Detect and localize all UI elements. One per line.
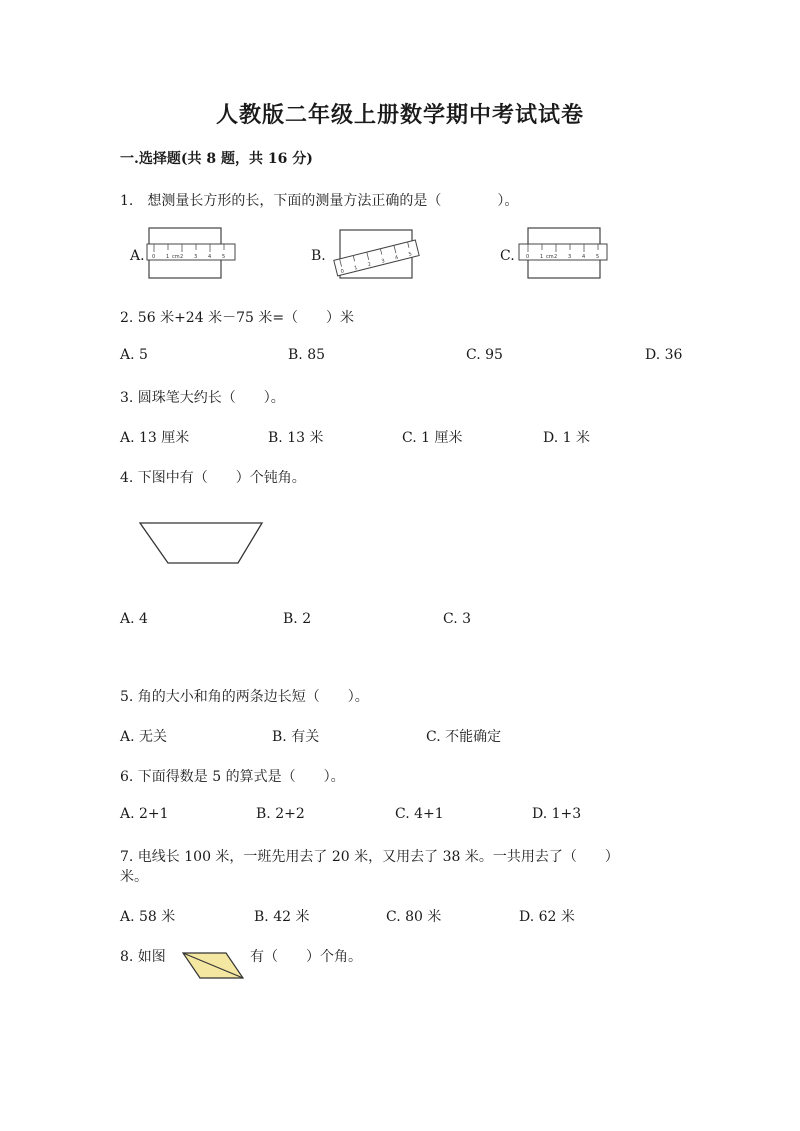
q1-option-b-label: B. (311, 248, 326, 264)
q6-option-d: D. 1+3 (532, 806, 582, 822)
ruler-tick-label: 3 (380, 258, 386, 265)
page-title: 人教版二年级上册数学期中考试试卷 (215, 102, 584, 128)
ruler-tick-label: 1 (353, 264, 359, 272)
ruler-unit-label: cm (546, 254, 554, 260)
question-8-suffix: 有（ ）个角。 (250, 949, 362, 965)
ruler-tick-label: 4 (582, 254, 586, 260)
q1-option-b-figure (330, 222, 426, 282)
trapezoid-shape (140, 523, 262, 563)
ruler-tick-label: 2 (180, 254, 184, 260)
question-2: 2. 56 米+24 米－75 米=（ ）米 (120, 310, 355, 326)
question-3: 3. 圆珠笔大约长（ ）。 (120, 390, 285, 406)
ruler-unit-label: cm (172, 254, 180, 260)
q6-option-a: A. 2+1 (120, 806, 169, 822)
q7-option-a: A. 58 米 (120, 909, 176, 925)
q3-option-b: B. 13 米 (268, 430, 324, 446)
q4-option-c: C. 3 (443, 611, 472, 627)
q4-option-a: A. 4 (120, 611, 148, 627)
q1-option-c-figure (518, 224, 610, 282)
question-7-line-2: 米。 (120, 869, 148, 885)
section-heading: 一.选择题(共 8 题，共 16 分) (120, 151, 313, 167)
ruler-tick-label: 1 (166, 254, 170, 260)
ruler-tick-label: 5 (408, 251, 413, 258)
question-1: 1. 想测量长方形的长，下面的测量方法正确的是（ ）。 (120, 193, 519, 209)
ruler-tick-label: 0 (152, 254, 156, 260)
parallelogram-figure (180, 950, 246, 982)
q1-option-a-figure (146, 224, 238, 282)
ruler-tick-label: 1 (540, 254, 544, 260)
q2-option-a: A. 5 (120, 347, 148, 363)
q1-option-c-label: C. (500, 248, 515, 264)
question-8-prefix: 8. 如图 (120, 949, 166, 965)
question-4: 4. 下图中有（ ）个钝角。 (120, 470, 306, 486)
trapezoid-figure (138, 520, 266, 566)
q2-option-b: B. 85 (288, 347, 326, 363)
ruler-shape (334, 240, 419, 276)
q5-option-b: B. 有关 (272, 729, 320, 745)
q7-option-c: C. 80 米 (386, 909, 442, 925)
ruler-tick-label: 3 (568, 254, 572, 260)
ruler-tick-label: 5 (222, 254, 226, 260)
question-7-line-1: 7. 电线长 100 米，一班先用去了 20 米，又用去了 38 米。一共用去了（ ） (120, 849, 619, 865)
ruler-tick-label: 4 (208, 254, 212, 260)
q6-option-b: B. 2+2 (256, 806, 305, 822)
q2-option-c: C. 95 (466, 347, 503, 363)
ruler-tick-label: 2 (554, 254, 558, 260)
q5-option-a: A. 无关 (120, 729, 168, 745)
q7-option-b: B. 42 米 (254, 909, 310, 925)
q2-option-d: D. 36 (645, 347, 683, 363)
ruler-tick-label: 0 (340, 268, 345, 275)
ruler-tick-label: 5 (596, 254, 600, 260)
ruler-shape (519, 244, 607, 260)
q7-option-d: D. 62 米 (519, 909, 575, 925)
ruler-tick-label: 3 (194, 254, 198, 260)
ruler-tick-label: 2 (367, 261, 372, 269)
q5-option-c: C. 不能确定 (426, 729, 502, 745)
q3-option-c: C. 1 厘米 (402, 430, 463, 446)
q4-option-b: B. 2 (283, 611, 312, 627)
q1-option-a-label: A. (130, 248, 145, 264)
q3-option-d: D. 1 米 (543, 430, 590, 446)
question-6: 6. 下面得数是 5 的算式是（ ）。 (120, 769, 345, 785)
question-5: 5. 角的大小和角的两条边长短（ ）。 (120, 689, 369, 705)
q3-option-a: A. 13 厘米 (120, 430, 190, 446)
q6-option-c: C. 4+1 (395, 806, 444, 822)
ruler-tick-label: 4 (394, 254, 399, 262)
ruler-tick-label: 0 (526, 254, 530, 260)
